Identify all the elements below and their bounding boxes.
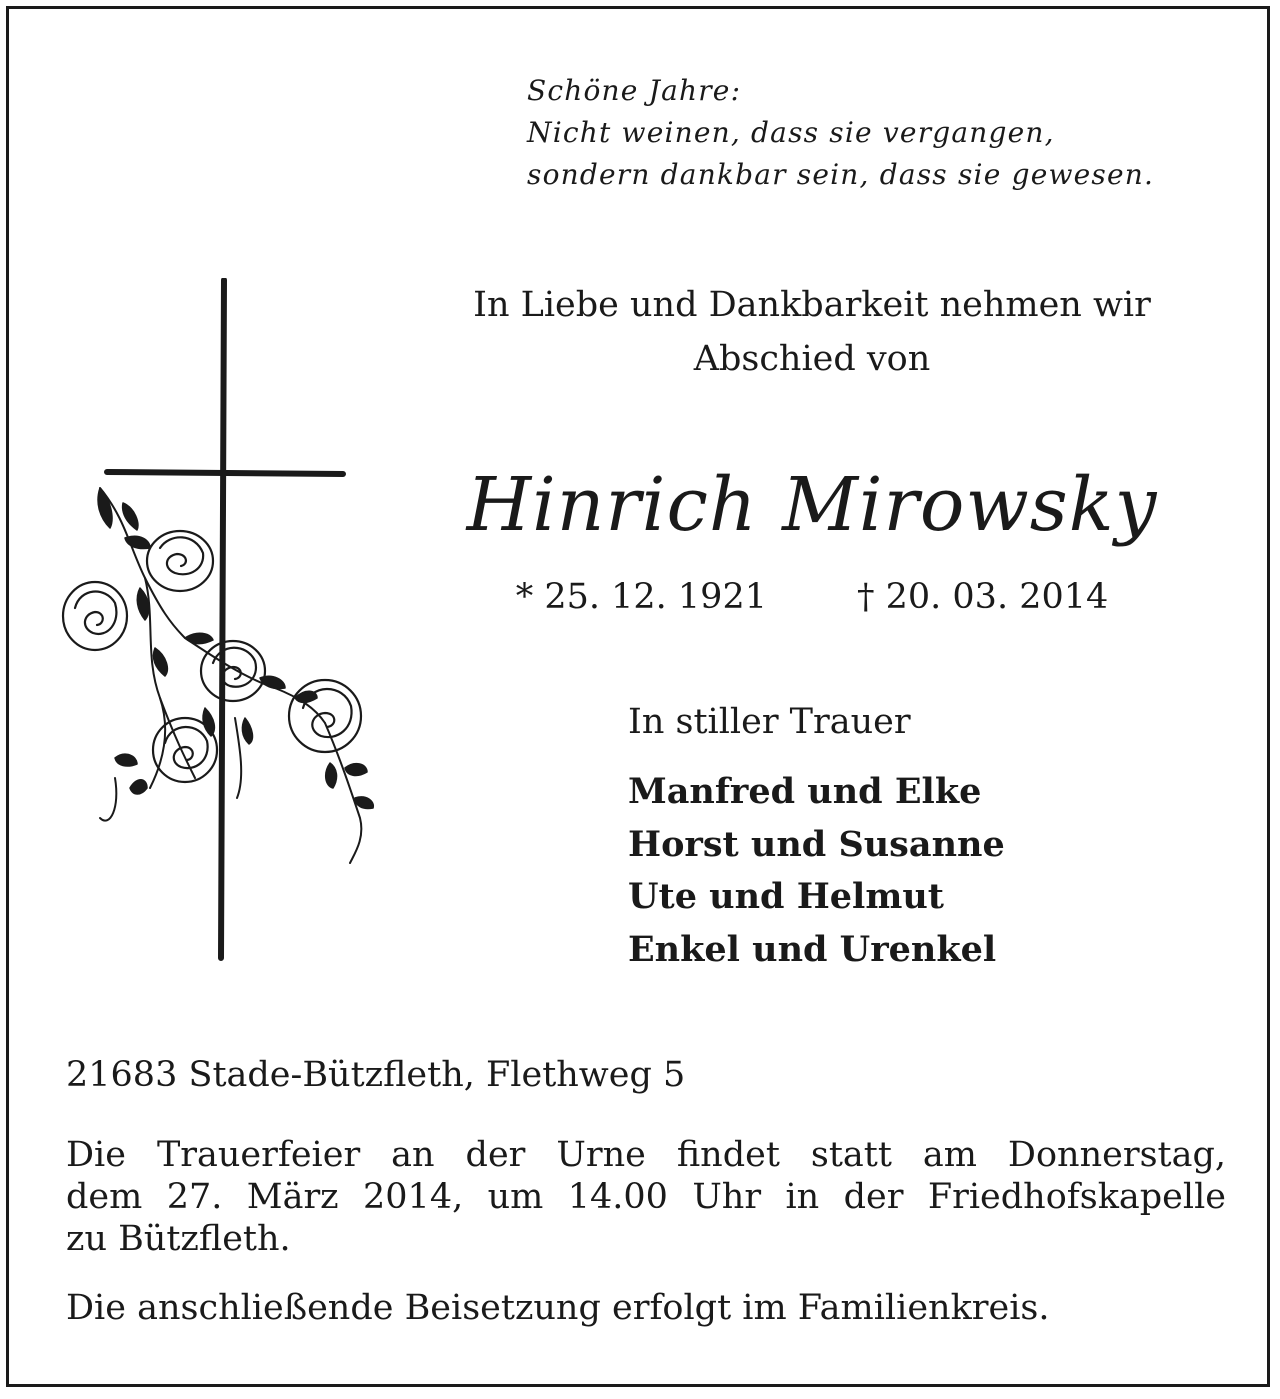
intro-line: In Liebe und Dankbarkeit nehmen wir — [473, 285, 1151, 325]
mourning-heading: In stiller Trauer — [628, 702, 911, 742]
mourners-list — [628, 766, 1005, 976]
deceased-name: Hinrich Mirowsky — [466, 462, 1158, 548]
quote-line: sondern dankbar sein, dass sie gewesen. — [527, 158, 1155, 191]
death-date: † 20. 03. 2014 — [857, 577, 1109, 617]
service-line: zu Bützfleth. — [66, 1219, 291, 1259]
family-address: 21683 Stade-Bützfleth, Flethweg 5 — [66, 1055, 686, 1095]
quote-line: Schöne Jahre: — [527, 74, 742, 107]
quote-line: Nicht weinen, dass sie vergangen, — [527, 116, 1055, 149]
mourner-name: Ute und Helmut — [628, 876, 944, 917]
birth-date: * 25. 12. 1921 — [515, 577, 767, 617]
service-line: Die Trauerfeier an der Urne findet statt am Donnerstag, — [66, 1135, 1226, 1175]
farewell-intro — [412, 278, 1212, 386]
funeral-service-info — [66, 1134, 1226, 1260]
memorial-quote — [527, 70, 1154, 196]
burial-info: Die anschließende Beisetzung erfolgt im Familienkreis. — [66, 1288, 1050, 1328]
cross-with-roses-icon — [55, 278, 400, 963]
mourner-name: Horst und Susanne — [628, 823, 1005, 865]
life-dates — [412, 572, 1212, 622]
service-line: dem 27. März 2014, um 14.00 Uhr in der Friedhofskapelle — [66, 1177, 1226, 1217]
mourner-name: Manfred und Elke — [628, 771, 982, 812]
intro-line: Abschied von — [693, 339, 931, 379]
mourner-name: Enkel und Urenkel — [628, 928, 997, 970]
